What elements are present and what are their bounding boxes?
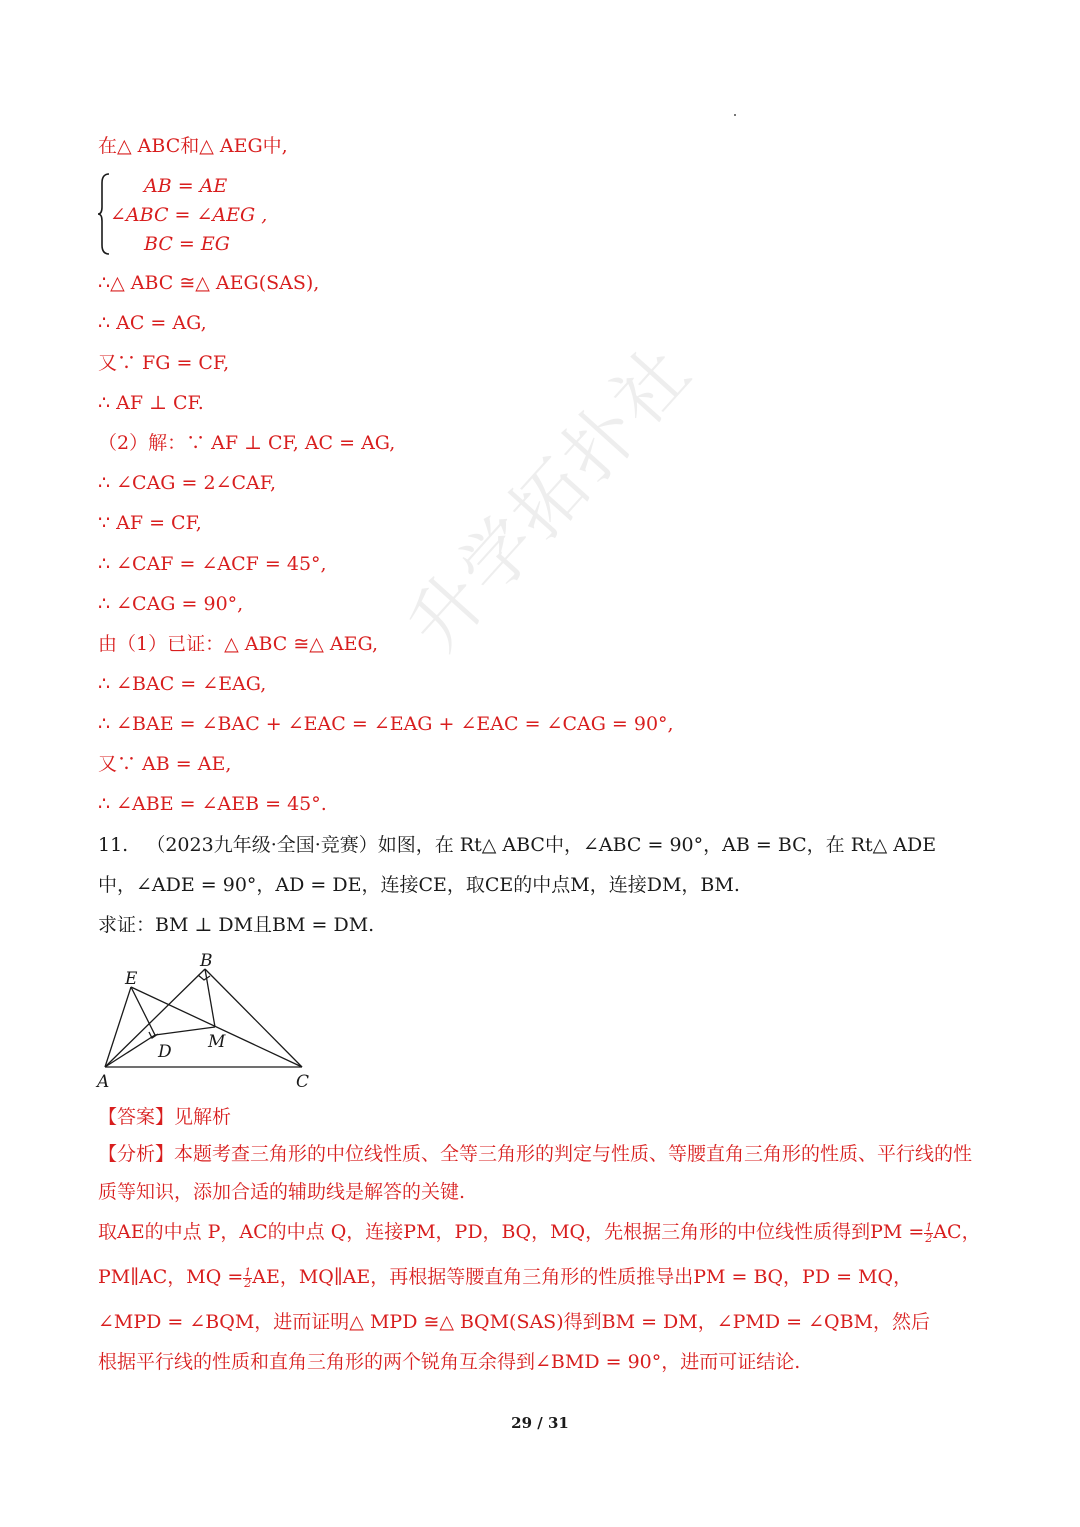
- speck: [734, 114, 736, 116]
- analysis-fragment: 取AE的中点 P，AC的中点 Q，连接PM，PD，BQ，MQ，先根据三角形的中位线性质得到PM =: [98, 1221, 925, 1243]
- point-label-e: E: [125, 969, 138, 989]
- solution-line: 又∵ FG = CF,: [98, 352, 230, 374]
- solution-line: ∴ ∠BAC = ∠EAG,: [98, 673, 267, 695]
- solution-line: ∴△ ABC ≅△ AEG(SAS),: [98, 272, 320, 294]
- fraction-denominator: 2: [244, 1276, 252, 1290]
- watermark: 升学拓扑社: [391, 328, 709, 667]
- point-label-m: M: [208, 1032, 226, 1052]
- analysis-text: 质等知识，添加合适的辅助线是解答的关键.: [98, 1181, 466, 1203]
- solution-line: 在△ ABC和△ AEG中,: [98, 135, 288, 157]
- fraction-half: [924, 1220, 933, 1245]
- answer-heading: 【答案】见解析: [98, 1106, 232, 1128]
- analysis-fragment: AC，: [933, 1221, 981, 1243]
- analysis-text: [98, 1219, 981, 1245]
- point-label-b: B: [200, 951, 213, 971]
- fraction-numerator: 1: [925, 1220, 933, 1234]
- system-brace: [98, 173, 110, 255]
- solution-line: ∵ AF = CF,: [98, 512, 202, 534]
- solution-line: 由（1）已证：△ ABC ≅△ AEG,: [98, 633, 379, 655]
- solution-line: ∴ AF ⊥ CF.: [98, 392, 204, 414]
- analysis-text: ∠MPD = ∠BQM，进而证明△ MPD ≅△ BQM(SAS)得到BM = DM，∠PMD = ∠QBM，然后: [98, 1311, 931, 1333]
- analysis-text: [98, 1264, 912, 1290]
- fraction-half: [243, 1265, 252, 1290]
- geometry-figure: [92, 950, 322, 1095]
- solution-line: ∴ ∠BAE = ∠BAC + ∠EAC = ∠EAG + ∠EAC = ∠CAG = 90°,: [98, 713, 674, 735]
- point-label-c: C: [296, 1072, 310, 1092]
- fraction-denominator: 2: [925, 1231, 933, 1245]
- solution-line: ∴ AC = AG,: [98, 312, 207, 334]
- system-row: ∠ABC = ∠AEG ,: [110, 204, 268, 226]
- fraction-numerator: 1: [244, 1265, 252, 1279]
- analysis-fragment: AE，MQ∥AE，再根据等腰直角三角形的性质推导出PM = BQ，PD = MQ，: [252, 1266, 913, 1288]
- analysis-text: 【分析】本题考查三角形的中位线性质、全等三角形的判定与性质、等腰直角三角形的性质、平行线的性: [98, 1143, 973, 1165]
- problem-statement: 中，∠ADE = 90°，AD = DE，连接CE，取CE的中点M，连接DM，BM.: [98, 874, 740, 896]
- system-row: BC = EG: [144, 233, 230, 255]
- problem-prove: 求证：BM ⊥ DM且BM = DM.: [98, 914, 375, 936]
- problem-statement: 11. （2023九年级·全国·竞赛）如图，在 Rt△ ABC中，∠ABC = 90°，AB = BC，在 Rt△ ADE: [98, 834, 937, 856]
- analysis-fragment: PM∥AC，MQ =: [98, 1266, 244, 1288]
- system-row: AB = AE: [144, 175, 228, 197]
- analysis-text: 根据平行线的性质和直角三角形的两个锐角互余得到∠BMD = 90°，进而可证结论.: [98, 1351, 801, 1373]
- solution-line: ∴ ∠ABE = ∠AEB = 45°.: [98, 793, 327, 815]
- solution-line: （2）解：∵ AF ⊥ CF, AC = AG,: [98, 432, 396, 454]
- solution-line: ∴ ∠CAF = ∠ACF = 45°,: [98, 553, 327, 575]
- page-number: 29 / 31: [511, 1414, 569, 1432]
- solution-line: 又∵ AB = AE,: [98, 753, 232, 775]
- solution-line: ∴ ∠CAG = 90°,: [98, 593, 244, 615]
- solution-line: ∴ ∠CAG = 2∠CAF,: [98, 472, 277, 494]
- point-label-a: A: [97, 1072, 110, 1092]
- point-label-d: D: [158, 1042, 172, 1062]
